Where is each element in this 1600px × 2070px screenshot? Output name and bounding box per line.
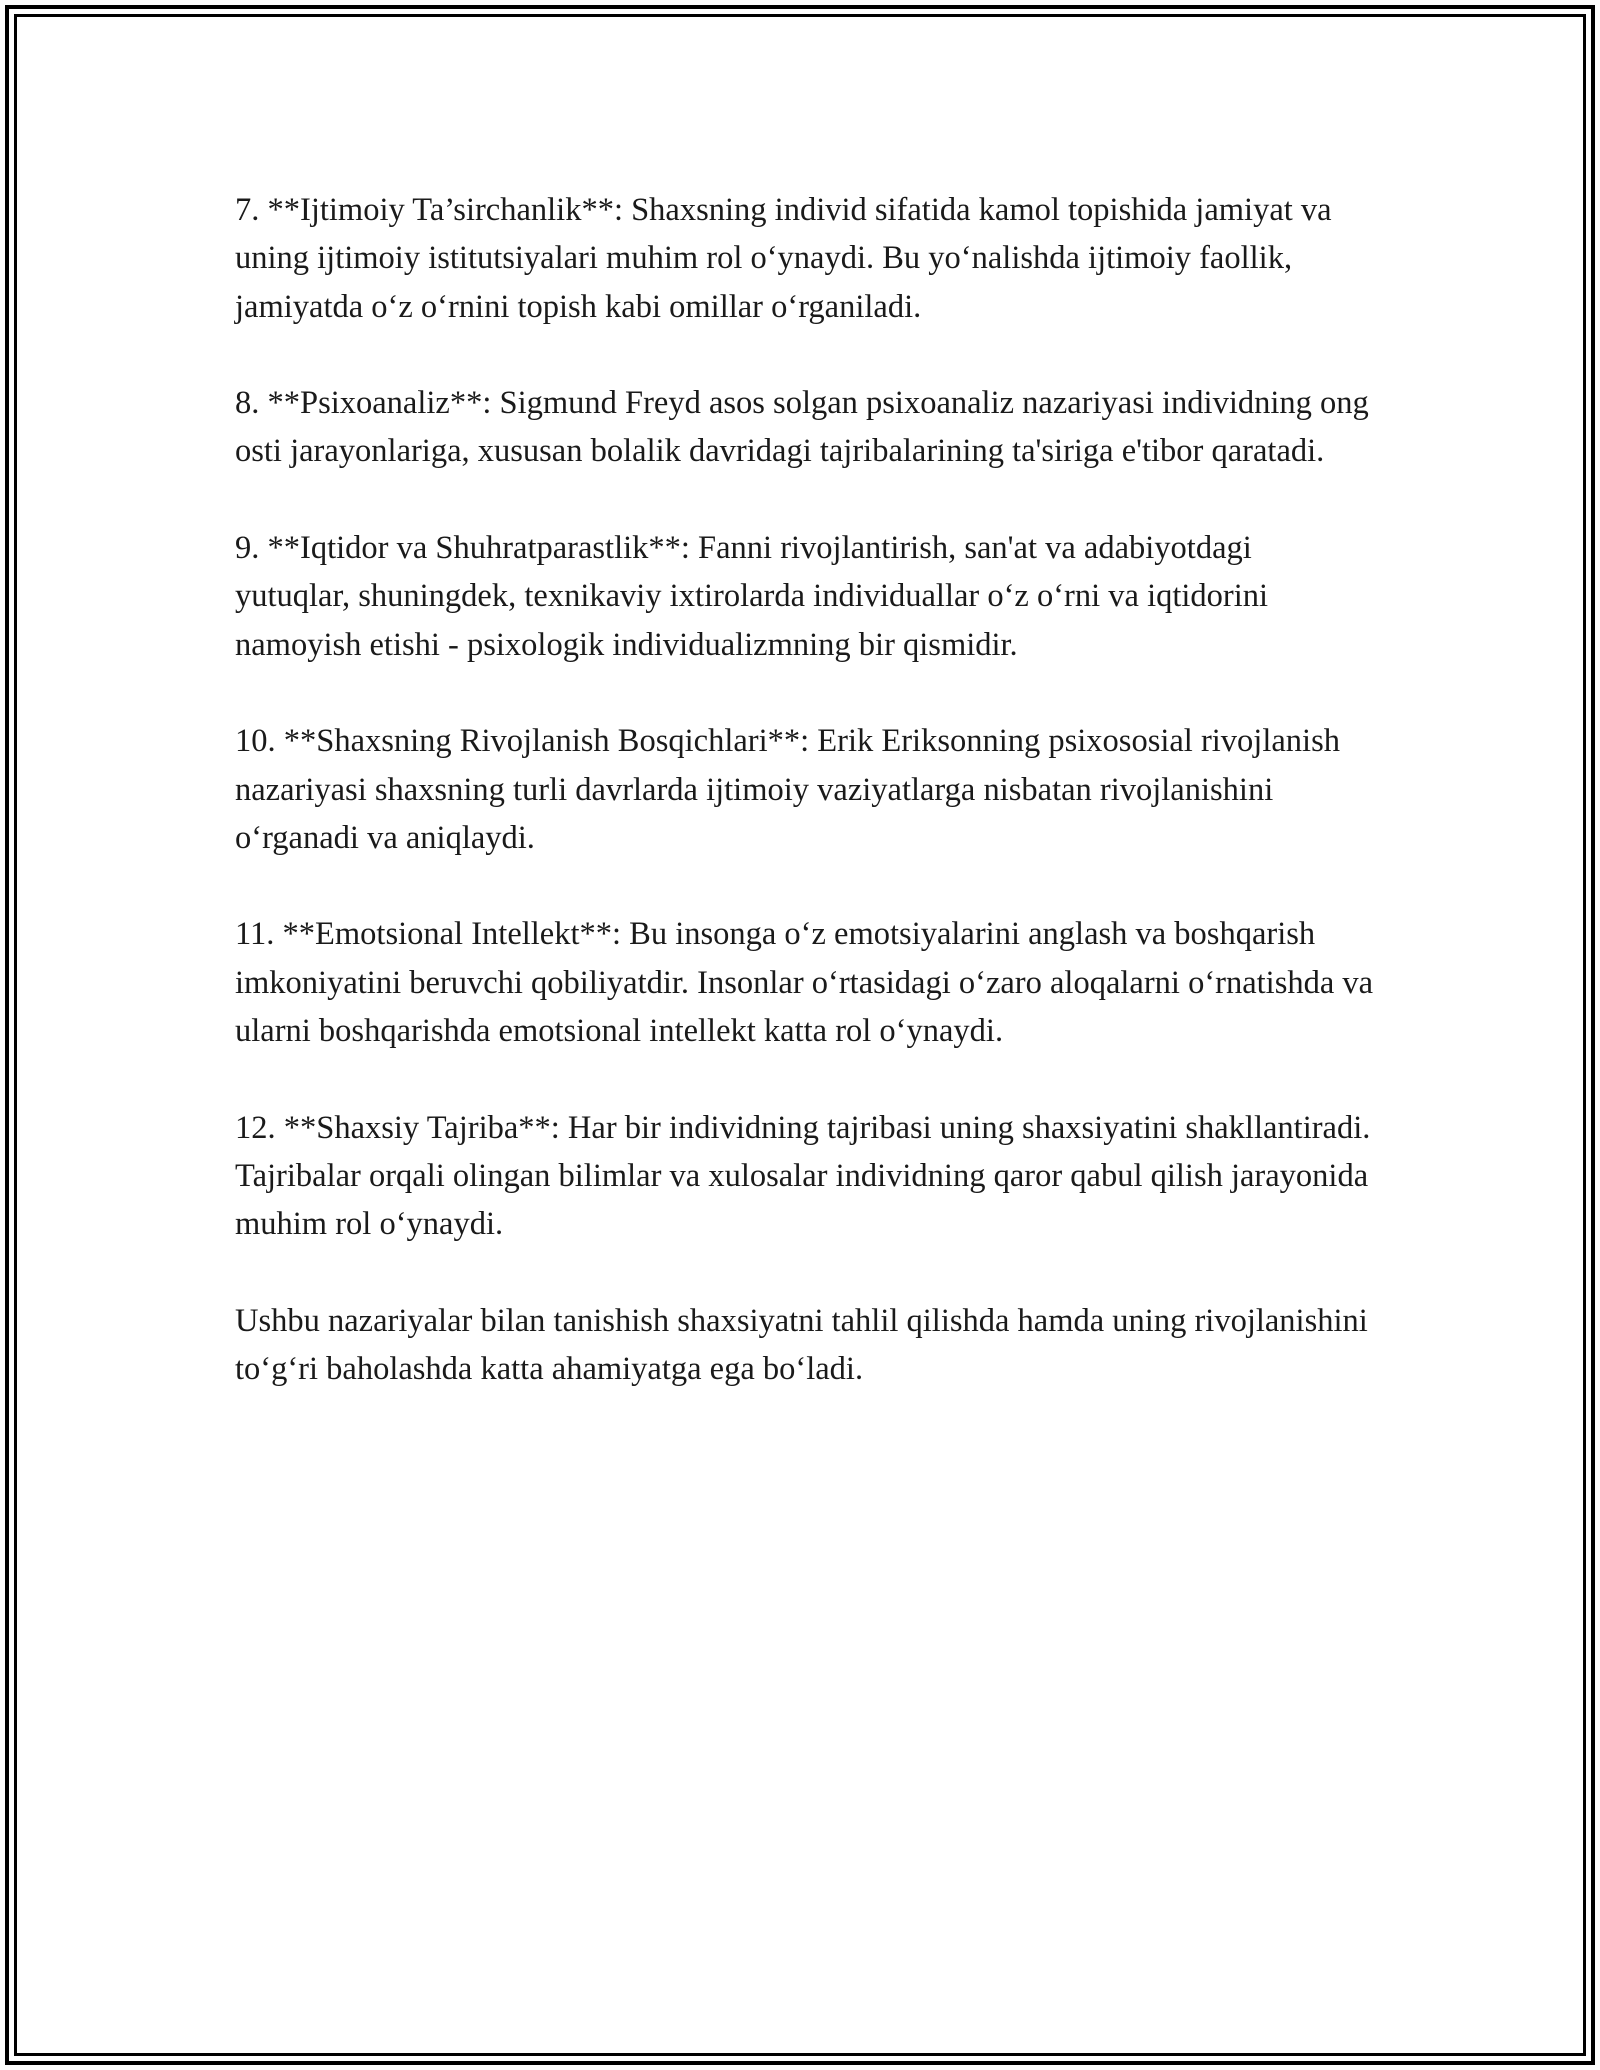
paragraph-item-9: 9. **Iqtidor va Shuhratparastlik**: Fanni rivojlantirish, san'at va adabiyotdagi yutuqlar, shuningdek, texnikaviy ixtirolarda individuallar o‘z o‘rni va iqtidorini namoyish etishi - psixologik individualizmning bir qismidir. xyxy=(235,530,1269,663)
paragraph-item-7: 7. **Ijtimoiy Ta’sirchanlik**: Shaxsning individ sifatida kamol topishida jamiyat va uning ijtimoiy istitutsiyalari muhim rol o‘ynaydi. Bu yo‘nalishda ijtimoiy faollik, jamiyatda o‘z o‘rnini topish kabi omillar o‘rganiladi. xyxy=(235,192,1332,325)
paragraph-item-8: 8. **Psixoanaliz**: Sigmund Freyd asos solgan psixoanaliz nazariyasi individning ong osti jarayonlariga, xususan bolalik davridagi tajribalarining ta'siriga e'tibor qaratadi. xyxy=(235,385,1369,470)
paragraph-conclusion: Ushbu nazariyalar bilan tanishish shaxsiyatni tahlil qilishda hamda uning rivojlanishini to‘g‘ri baholashda katta ahamiyatga ega bo‘ladi. xyxy=(235,1302,1368,1388)
paragraph-item-12: 12. **Shaxsiy Tajriba**: Har bir individning tajribasi uning shaxsiyatini shakllantiradi. Tajribalar orqali olingan bilimlar va xulosalar individning qaror qabul qilish jarayonida muhim rol o‘ynaydi. xyxy=(235,1109,1371,1243)
document-body xyxy=(235,186,1375,1442)
paragraph-item-10: 10. **Shaxsning Rivojlanish Bosqichlari**: Erik Eriksonning psixososial rivojlanish nazariyasi shaxsning turli davrlarda ijtimoiy vaziyatlarga nisbatan rivojlanishini o‘rganadi va aniqlaydi. xyxy=(235,723,1340,856)
paragraph-item-11: 11. **Emotsional Intellekt**: Bu insonga o‘z emotsiyalarini anglash va boshqarish imkoniyatini beruvchi qobiliyatdir. Insonlar o‘rtasidagi o‘zaro aloqalarni o‘rnatishda va ularni boshqarishda emotsional intellekt katta rol o‘ynaydi. xyxy=(235,916,1374,1050)
